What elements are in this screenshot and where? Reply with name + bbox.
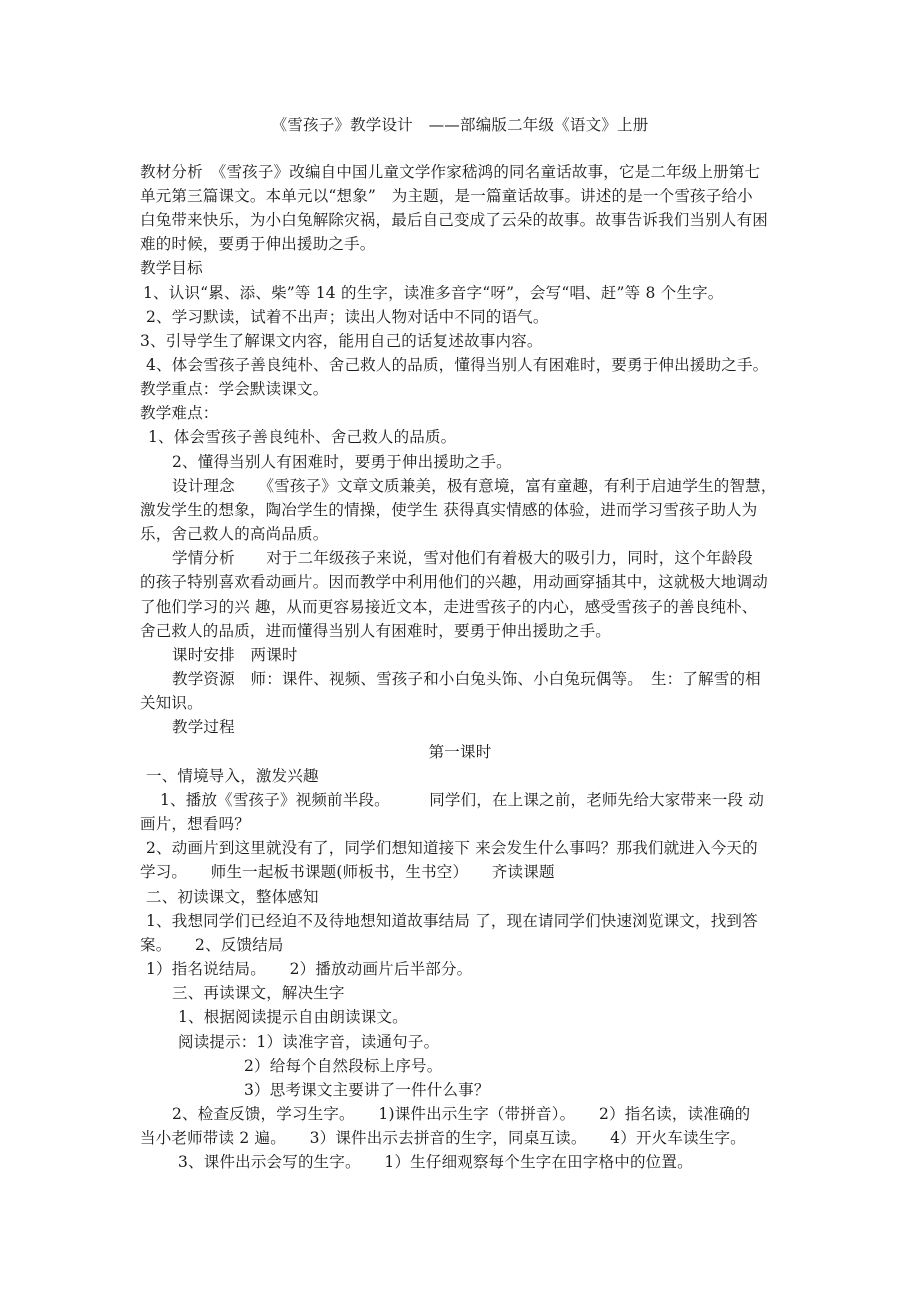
paragraph-line: 2、动画片到这里就没有了，同学们想知道接下 来会发生什么事吗？那我们就进入今天的	[146, 839, 758, 857]
paragraph-line: 白兔带来快乐，为小白兔解除灾祸，最后自己变成了云朵的故事。故事告诉我们当别人有困	[140, 211, 769, 229]
goal-item: 2、学习默读，试着不出声；读出人物对话中不同的语气。	[146, 308, 549, 326]
step-heading: 二、初读课文，整体感知	[146, 888, 319, 906]
paragraph-line: 的孩子特别喜欢看动画片。因而教学中利用他们的兴趣，用动画穿插其中，这就极大地调动	[140, 573, 769, 591]
paragraph-line: 画片，想看吗？	[140, 815, 250, 833]
section-heading: 教学难点：	[140, 404, 219, 422]
lesson-heading: 第一课时	[428, 743, 492, 761]
reading-tip-item: 3）思考课文主要讲了一件什么事？	[244, 1081, 490, 1099]
reading-tip-item: 2）给每个自然段标上序号。	[244, 1057, 443, 1075]
section-heading: 教学重点：学会默读课文。	[140, 380, 329, 398]
paragraph-line: 1、根据阅读提示自由朗读课文。	[178, 1008, 408, 1026]
paragraph-line: 难的时候，要勇于伸出援助之手。	[140, 235, 376, 253]
paragraph-line: 2、检查反馈，学习生字。 1)课件出示生字（带拼音）。 2）指名读，读准确的	[172, 1105, 751, 1123]
paragraph-line: 当小老师带读 2 遍。 3）课件出示去拼音的生字，同桌互读。 4）开火车读生字。	[140, 1129, 746, 1147]
section-heading: 教学目标	[140, 259, 203, 277]
difficulty-item: 1、体会雪孩子善良纯朴、舍己救人的品质。	[148, 428, 457, 446]
reading-tip: 阅读提示：1）读准字音，读通句子。	[178, 1033, 440, 1051]
paragraph-line: 乐，舍己救人的高尚品质。	[140, 525, 329, 543]
paragraph-line: 1、播放《雪孩子》视频前半段。 同学们，在上课之前，老师先给大家带来一段 动	[160, 791, 765, 809]
paragraph-line: 教学资源 师：课件、视频、雪孩子和小白兔头饰、小白兔玩偶等。 生：了解雪的相	[172, 670, 761, 688]
paragraph-line: 学情分析 对于二年级孩子来说，雪对他们有着极大的吸引力，同时，这个年龄段	[172, 549, 753, 567]
paragraph-line: 3、课件出示会写的生字。 1）生仔细观察每个生字在田字格中的位置。	[178, 1153, 693, 1171]
document-title: 《雪孩子》教学设计 ——部编版二年级《语文》上册	[271, 116, 649, 134]
paragraph-line: 课时安排 两课时	[172, 646, 298, 664]
section-heading: 教学过程	[172, 718, 235, 736]
step-heading: 一、情境导入，激发兴趣	[146, 767, 319, 785]
paragraph-line: 案。 2、反馈结局	[140, 936, 284, 954]
goal-item: 1、认识“累、添、柴”等 14 的生字，读准多音字“呀”，会写“唱、赶”等 8 个生字。	[143, 284, 724, 302]
paragraph-line: 舍己救人的品质，进而懂得当别人有困难时，要勇于伸出援助之手。	[140, 622, 612, 640]
paragraph-line: 1、我想同学们已经迫不及待地想知道故事结局 了，现在请同学们快速浏览课文，找到答	[146, 912, 758, 930]
paragraph-line: 激发学生的想象，陶冶学生的情操，使学生 获得真实情感的体验，进而学习雪孩子助人为	[140, 501, 758, 519]
step-heading: 三、再读课文，解决生字	[172, 984, 345, 1002]
paragraph-line: 教材分析 《雪孩子》改编自中国儿童文学作家嵇鸿的同名童话故事，它是二年级上册第七	[140, 163, 761, 181]
paragraph-line: 了他们学习的兴 趣，从而更容易接近文本，走进雪孩子的内心，感受雪孩子的善良纯朴、	[140, 598, 758, 616]
paragraph-line: 设计理念 《雪孩子》文章文质兼美，极有意境，富有童趣，有利于启迪学生的智慧，	[172, 477, 777, 495]
goal-item: 3、引导学生了解课文内容，能用自己的话复述故事内容。	[140, 332, 543, 350]
difficulty-item: 2、懂得当别人有困难时，要勇于伸出援助之手。	[172, 453, 512, 471]
paragraph-line: 1）指名说结局。 2）播放动画片后半部分。	[146, 960, 473, 978]
paragraph-line: 学习。 师生一起板书课题(师板书，生书空） 齐读课题	[140, 863, 555, 881]
paragraph-line: 关知识。	[140, 694, 203, 712]
paragraph-line: 单元第三篇课文。本单元以“想象” 为主题，是一篇童话故事。讲述的是一个雪孩子给小	[140, 187, 753, 205]
goal-item: 4、体会雪孩子善良纯朴、舍己救人的品质，懂得当别人有困难时，要勇于伸出援助之手。	[146, 356, 769, 374]
